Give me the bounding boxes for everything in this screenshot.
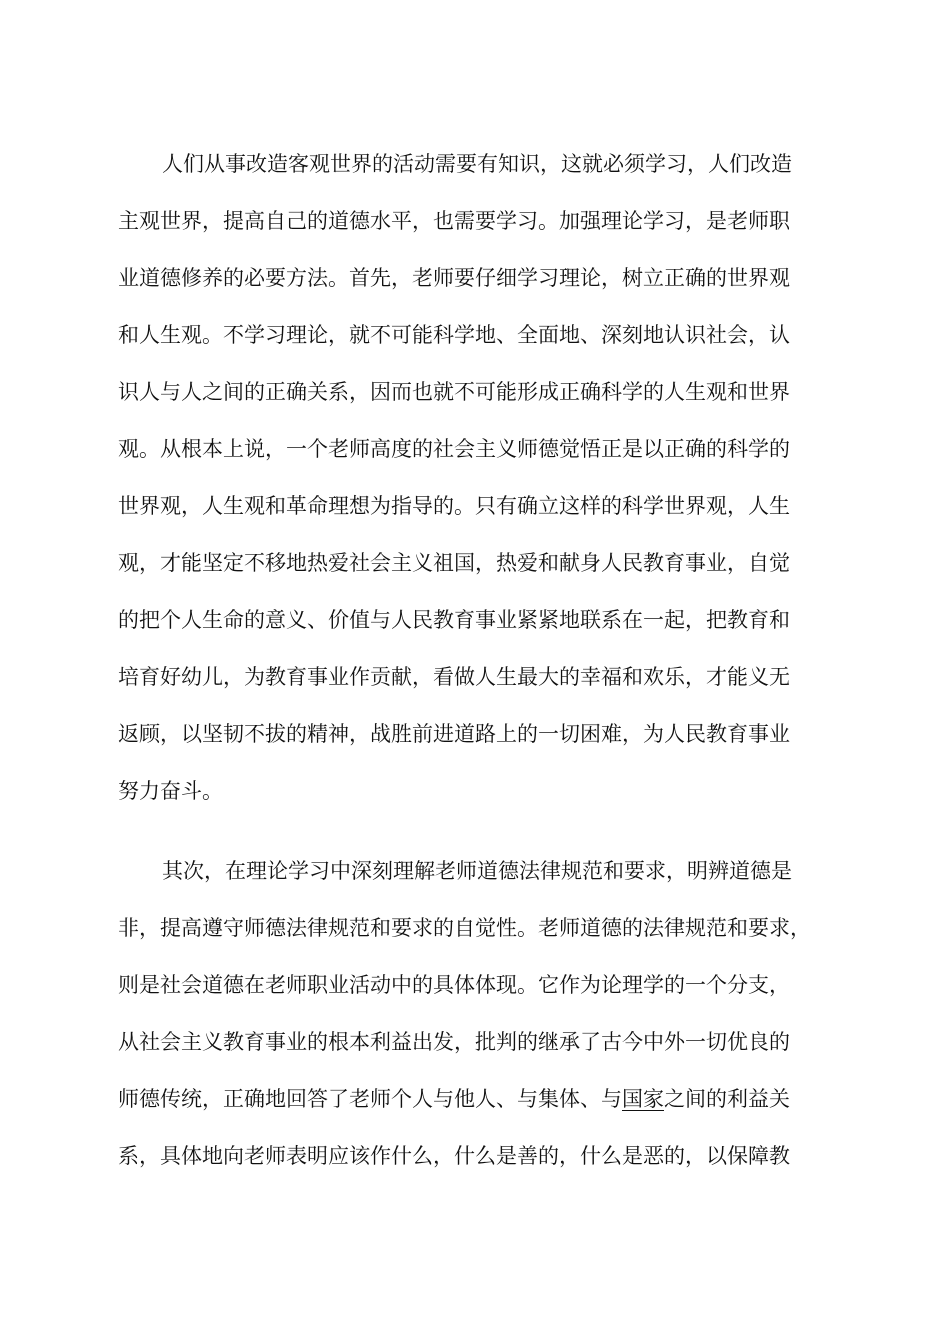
paragraph-2-line-5 [0,1079,950,1119]
paragraph-2-line-4: 从社会主义教育事业的根本利益出发，批判的继承了古今中外一切优良的 [118,1030,790,1054]
paragraph-2-line-3: 则是社会道德在老师职业活动中的具体体现。它作为论理学的一个分支， [118,973,790,997]
paragraph-1-line-3: 业道德修养的必要方法。首先，老师要仔细学习理论，树立正确的世界观 [118,266,790,290]
paragraph-1-line-11: 返顾，以坚韧不拔的精神，战胜前进道路上的一切困难，为人民教育事业 [118,722,790,746]
paragraph-1-line-9: 的把个人生命的意义、价值与人民教育事业紧紧地联系在一起，把教育和 [118,608,790,632]
paragraph-1-line-8: 观，才能坚定不移地热爱社会主义祖国，热爱和献身人民教育事业，自觉 [118,551,790,575]
paragraph-1-line-6: 观。从根本上说，一个老师高度的社会主义师德觉悟正是以正确的科学的 [118,437,790,461]
paragraph-2-line-6: 系，具体地向老师表明应该作什么，什么是善的，什么是恶的，以保障教 [118,1144,790,1168]
paragraph-1-line-10: 培育好幼儿，为教育事业作贡献，看做人生最大的幸福和欢乐，才能义无 [118,665,790,689]
paragraph-1-line-12: 努力奋斗。 [118,779,223,803]
line-text-after-link: 之间的利益关 [664,1087,790,1111]
paragraph-1-line-4: 和人生观。不学习理论，就不可能科学地、全面地、深刻地认识社会，认 [118,323,790,347]
line-text-before-link: 师德传统，正确地回答了老师个人与他人、与集体、与 [118,1087,622,1111]
paragraph-2-line-2: 非，提高遵守师德法律规范和要求的自觉性。老师道德的法律规范和要求， [118,916,811,940]
paragraph-1-line-1: 人们从事改造客观世界的活动需要有知识，这就必须学习，人们改造 [162,152,792,176]
paragraph-1-line-2: 主观世界，提高自己的道德水平，也需要学习。加强理论学习，是老师职 [118,209,790,233]
guojia-link[interactable]: 国家 [622,1087,664,1111]
paragraph-1-line-5: 识人与人之间的正确关系，因而也就不可能形成正确科学的人生观和世界 [118,380,790,404]
paragraph-1-line-7: 世界观，人生观和革命理想为指导的。只有确立这样的科学世界观，人生 [118,494,790,518]
paragraph-2-line-1: 其次，在理论学习中深刻理解老师道德法律规范和要求，明辨道德是 [162,859,792,883]
